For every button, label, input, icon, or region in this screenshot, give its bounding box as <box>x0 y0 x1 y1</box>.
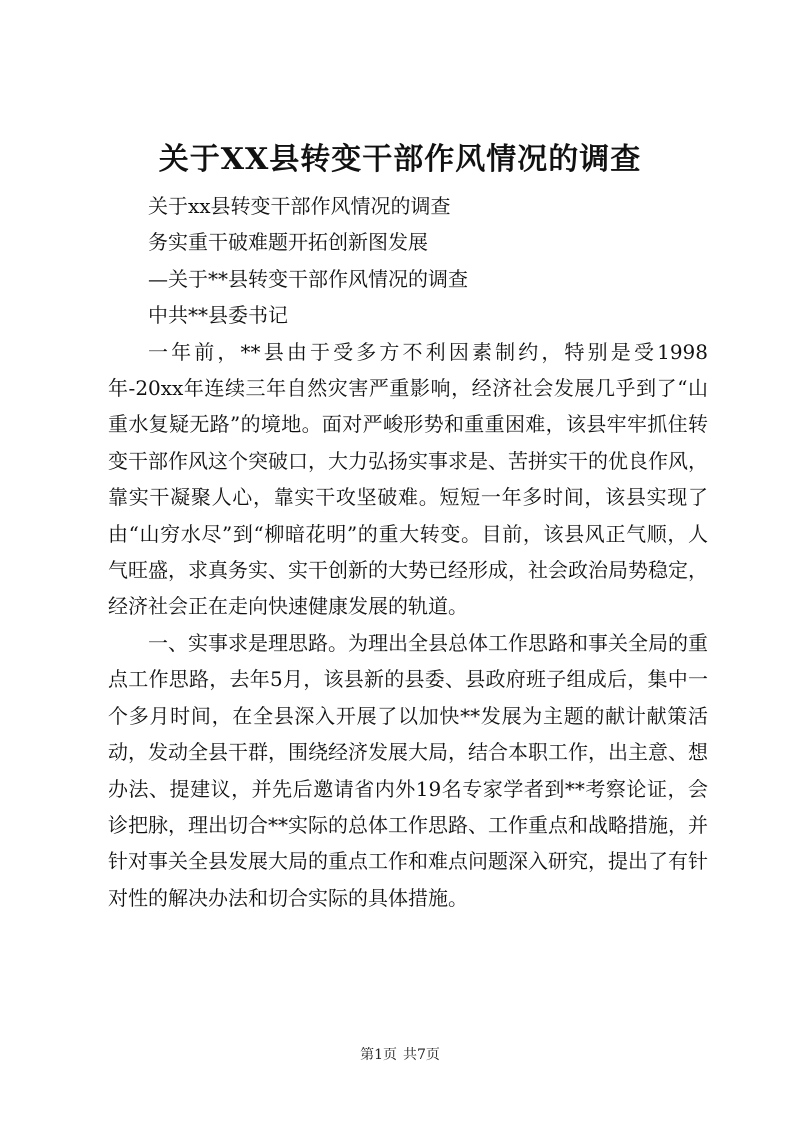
document-body <box>108 188 708 916</box>
document-title: 关于XX县转变干部作风情况的调查 <box>158 142 642 177</box>
paragraph-section-one: 一、实事求是理思路。为理出全县总体工作思路和事关全局的重点工作思路，去年5月，该县新的县委、县政府班子组成后，集中一个多月时间，在全县深入开展了以加快**发展为主题的献计献策活动，发动全县干群，围绕经济发展大局，结合本职工作，出主意、想办法、提建议，并先后邀请省内外19名专家学者到**考察论证，会诊把脉，理出切合**实际的总体工作思路、工作重点和战略措施，并针对事关全县发展大局的重点工作和难点问题深入研究，提出了有针对性的解决办法和切合实际的具体措施。 <box>108 630 708 910</box>
page-footer <box>0 1045 800 1065</box>
page-number: 第1页 <box>360 1047 397 1063</box>
page-total: 共7页 <box>403 1047 440 1063</box>
paragraph-author: 中共**县委书记 <box>148 303 288 328</box>
paragraph-intro: 一年前，**县由于受多方不利因素制约，特别是受1998年-20xx年连续三年自然灾害严重影响，经济社会发展几乎到了“山重水复疑无路”的境地。面对严峻形势和重重困难，该县牢牢抓住转变干部作风这个突破口，大力弘扬实事求是、苦拼实干的优良作风，靠实干凝聚人心，靠实干攻坚破难。短短一年多时间，该县实现了由“山穷水尽”到“柳暗花明”的重大转变。目前，该县风正气顺，人气旺盛，求真务实、实干创新的大势已经形成，社会政治局势稳定，经济社会正在走向快速健康发展的轨道。 <box>108 339 708 619</box>
paragraph-heading: 关于xx县转变干部作风情况的调查 <box>148 194 451 218</box>
paragraph-subheading: —关于**县转变干部作风情况的调查 <box>148 266 468 291</box>
paragraph-subtitle: 务实重干破难题开拓创新图发展 <box>148 230 428 255</box>
